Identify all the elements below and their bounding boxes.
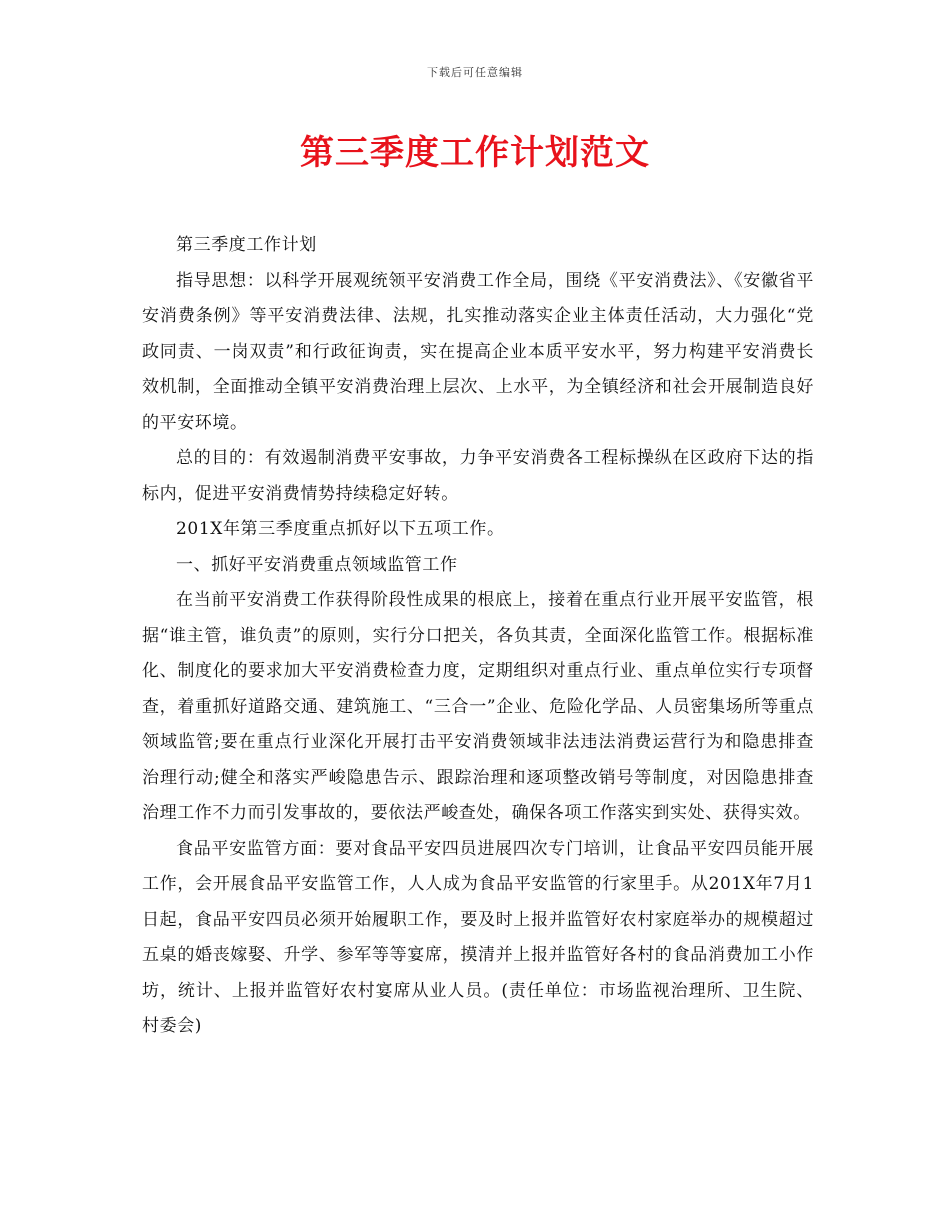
paragraph-food-safety: 食品平安监管方面：要对食品平安四员进展四次专门培训，让食品平安四员能开展工作，会开展食品平安监管工作，人人成为食品平安监管的行家里手。从201X年7月1日起，食品平安四员必须开始履职工作，要及时上报并监管好农村家庭举办的规模超过五桌的婚丧嫁娶、升学、参军等等宴席，摸清并上报并监管好各村的食品消费加工小作坊，统计、上报并监管好农村宴席从业人员。(责任单位：市场监视治理所、卫生院、村委会) xyxy=(142,838,814,1036)
document-title: 第三季度工作计划范文 xyxy=(300,133,650,173)
document-body xyxy=(142,228,814,1045)
paragraph-subtitle: 第三季度工作计划 xyxy=(176,235,317,255)
paragraph-overall-goal: 总的目的：有效遏制消费平安事故，力争平安消费各工程标操纵在区政府下达的指标内，促进平安消费情势持续稳定好转。 xyxy=(142,448,814,504)
paragraph-guiding-thought: 指导思想：以科学开展观统领平安消费工作全局，围绕《平安消费法》、《安徽省平安消费条例》等平安消费法律、法规，扎实推动落实企业主体责任活动，大力强化“党政同责、一岗双责”和行政征询责，实在提高企业本质平安水平，努力构建平安消费长效机制，全面推动全镇平安消费治理上层次、上水平，为全镇经济和社会开展制造良好的平安环境。 xyxy=(142,270,814,433)
section-heading-1: 一、抓好平安消费重点领域监管工作 xyxy=(176,554,458,575)
paragraph-supervision: 在当前平安消费工作获得阶段性成果的根底上，接着在重点行业开展平安监管，根据“谁主管，谁负责”的原则，实行分口把关，各负其责，全面深化监管工作。根据标准化、制度化的要求加大平安消费检查力度，定期组织对重点行业、重点单位实行专项督查，着重抓好道路交通、建筑施工、“三合一”企业、危险化学品、人员密集场所等重点领域监管;要在重点行业深化开展打击平安消费领域非法违法消费运营行为和隐患排查治理行动;健全和落实严峻隐患告示、跟踪治理和逐项整改销号等制度，对因隐患排查治理工作不力而引发事故的，要依法严峻查处，确保各项工作落实到实处、获得实效。 xyxy=(142,590,814,823)
paragraph-key-tasks: 201X年第三季度重点抓好以下五项工作。 xyxy=(176,519,505,539)
header-note: 下载后可任意编辑 xyxy=(427,66,523,79)
